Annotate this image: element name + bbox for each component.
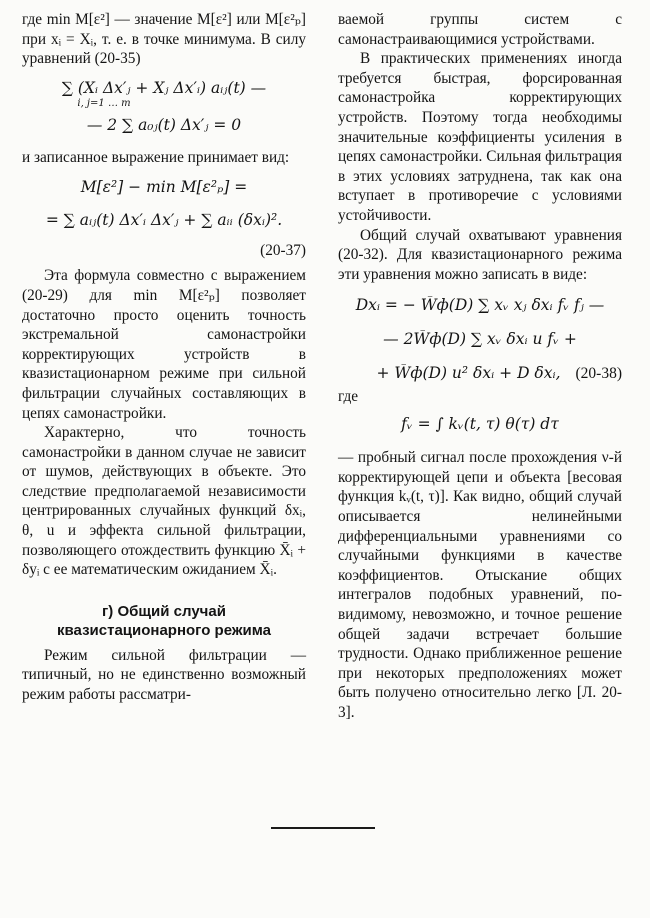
equation-line: Dxᵢ = − W̄ф(D) ∑ xᵥ xⱼ δxᵢ fᵥ fⱼ — (355, 296, 605, 315)
end-rule (271, 827, 375, 829)
equation-line: — 2W̄ф(D) ∑ xᵥ δxᵢ u fᵥ + (383, 329, 577, 348)
paragraph: Характерно, что точность самонастройки в данном случае не зависит от шумов, действующих в объекте. Это следствие предполагаемой независимости центрированных случайных функций δxᵢ, θ, u и эффекта сильной фильтрации, позволяющего отождествить функцию X̄ᵢ + δyᵢ с ее математическим ожиданием X̄ᵢ. (22, 424, 306, 579)
equation-line (338, 364, 622, 384)
paragraph: где min M[ε²] — значение M[ε²] или M[ε²ₚ] при xᵢ = Xᵢ, т. е. в точке минимума. В силу уравнений (20-35) (22, 11, 306, 68)
equation-line: ∑ (Xᵢ Δx′ⱼ + Xⱼ Δx′ᵢ) aᵢⱼ(t) — (61, 78, 267, 97)
summation-limits: i, j=1 … m (77, 98, 131, 110)
equation-line: fᵥ = ∫ kᵥ(t, τ) θ(τ) dτ (401, 414, 559, 433)
right-column (338, 10, 622, 723)
paragraph: и записанное выражение принимает вид: (22, 148, 290, 166)
section-heading (22, 602, 306, 640)
heading-line: г) Общий случай (102, 602, 226, 620)
paragraph: Общий случай охватывают уравнения (20-32). Для квазистационарного режима эти уравнения можно записать в виде: (338, 226, 622, 283)
paragraph: Режим сильной фильтрации — типичный, но не единственно возможный режим работы рассматри- (22, 646, 306, 704)
equation-line: — 2 ∑ a₀ⱼ(t) Δx′ⱼ = 0 (86, 116, 242, 135)
where-label: где (338, 388, 359, 406)
paragraph: ваемой группы систем с самонастраивающимися устройствами. (338, 11, 622, 48)
paragraph: Эта формула совместно с выражением (20-29) для min M[ε²ₚ] позволяет достаточно просто оценить точность экстремальной самонастройки корректирующих устройств в квазистационарном режиме при сильной фильтрации случайных составляющих в цепях самонастройки. (22, 267, 306, 422)
paragraph: — пробный сигнал после прохождения ν-й корректирующей цепи и объекта [весовая функция kᵥ(t, τ)]. Как видно, общий случай описывается нелинейными дифференциальными уравнениями со случайными функциями в качестве коэффициентов. Отыскание общих интегралов подобных уравнений, по-видимому, невозможно, и точное решение общей задачи встречает большие трудности. Однако приближенное решение при некоторых предположениях может быть получено относительно легко [Л. 20-3]. (338, 449, 622, 721)
left-column (22, 10, 306, 705)
paragraph: В практических применениях иногда требуется быстрая, форсированная самонастройка корректирующих устройств. Поэтому тогда необходимы значительные коэффициенты усиления в цепях самонастройки. Сильная фильтрация в этих условиях затруднена, так как она вступает в противоречие с условиями устойчивости. (338, 50, 622, 224)
equation-line: M[ε²] − min M[ε²ₚ] = (80, 177, 248, 196)
heading-line: квазистационарного режима (57, 621, 271, 639)
equation-number: (20-37) (260, 241, 306, 259)
equation-body: + W̄ф(D) u² δxᵢ + D δxᵢ, (376, 363, 561, 382)
equation-line: = ∑ aᵢⱼ(t) Δx′ᵢ Δx′ⱼ + ∑ aᵢᵢ (δxᵢ)². (45, 211, 283, 230)
equation-number: (20-38) (575, 364, 622, 382)
